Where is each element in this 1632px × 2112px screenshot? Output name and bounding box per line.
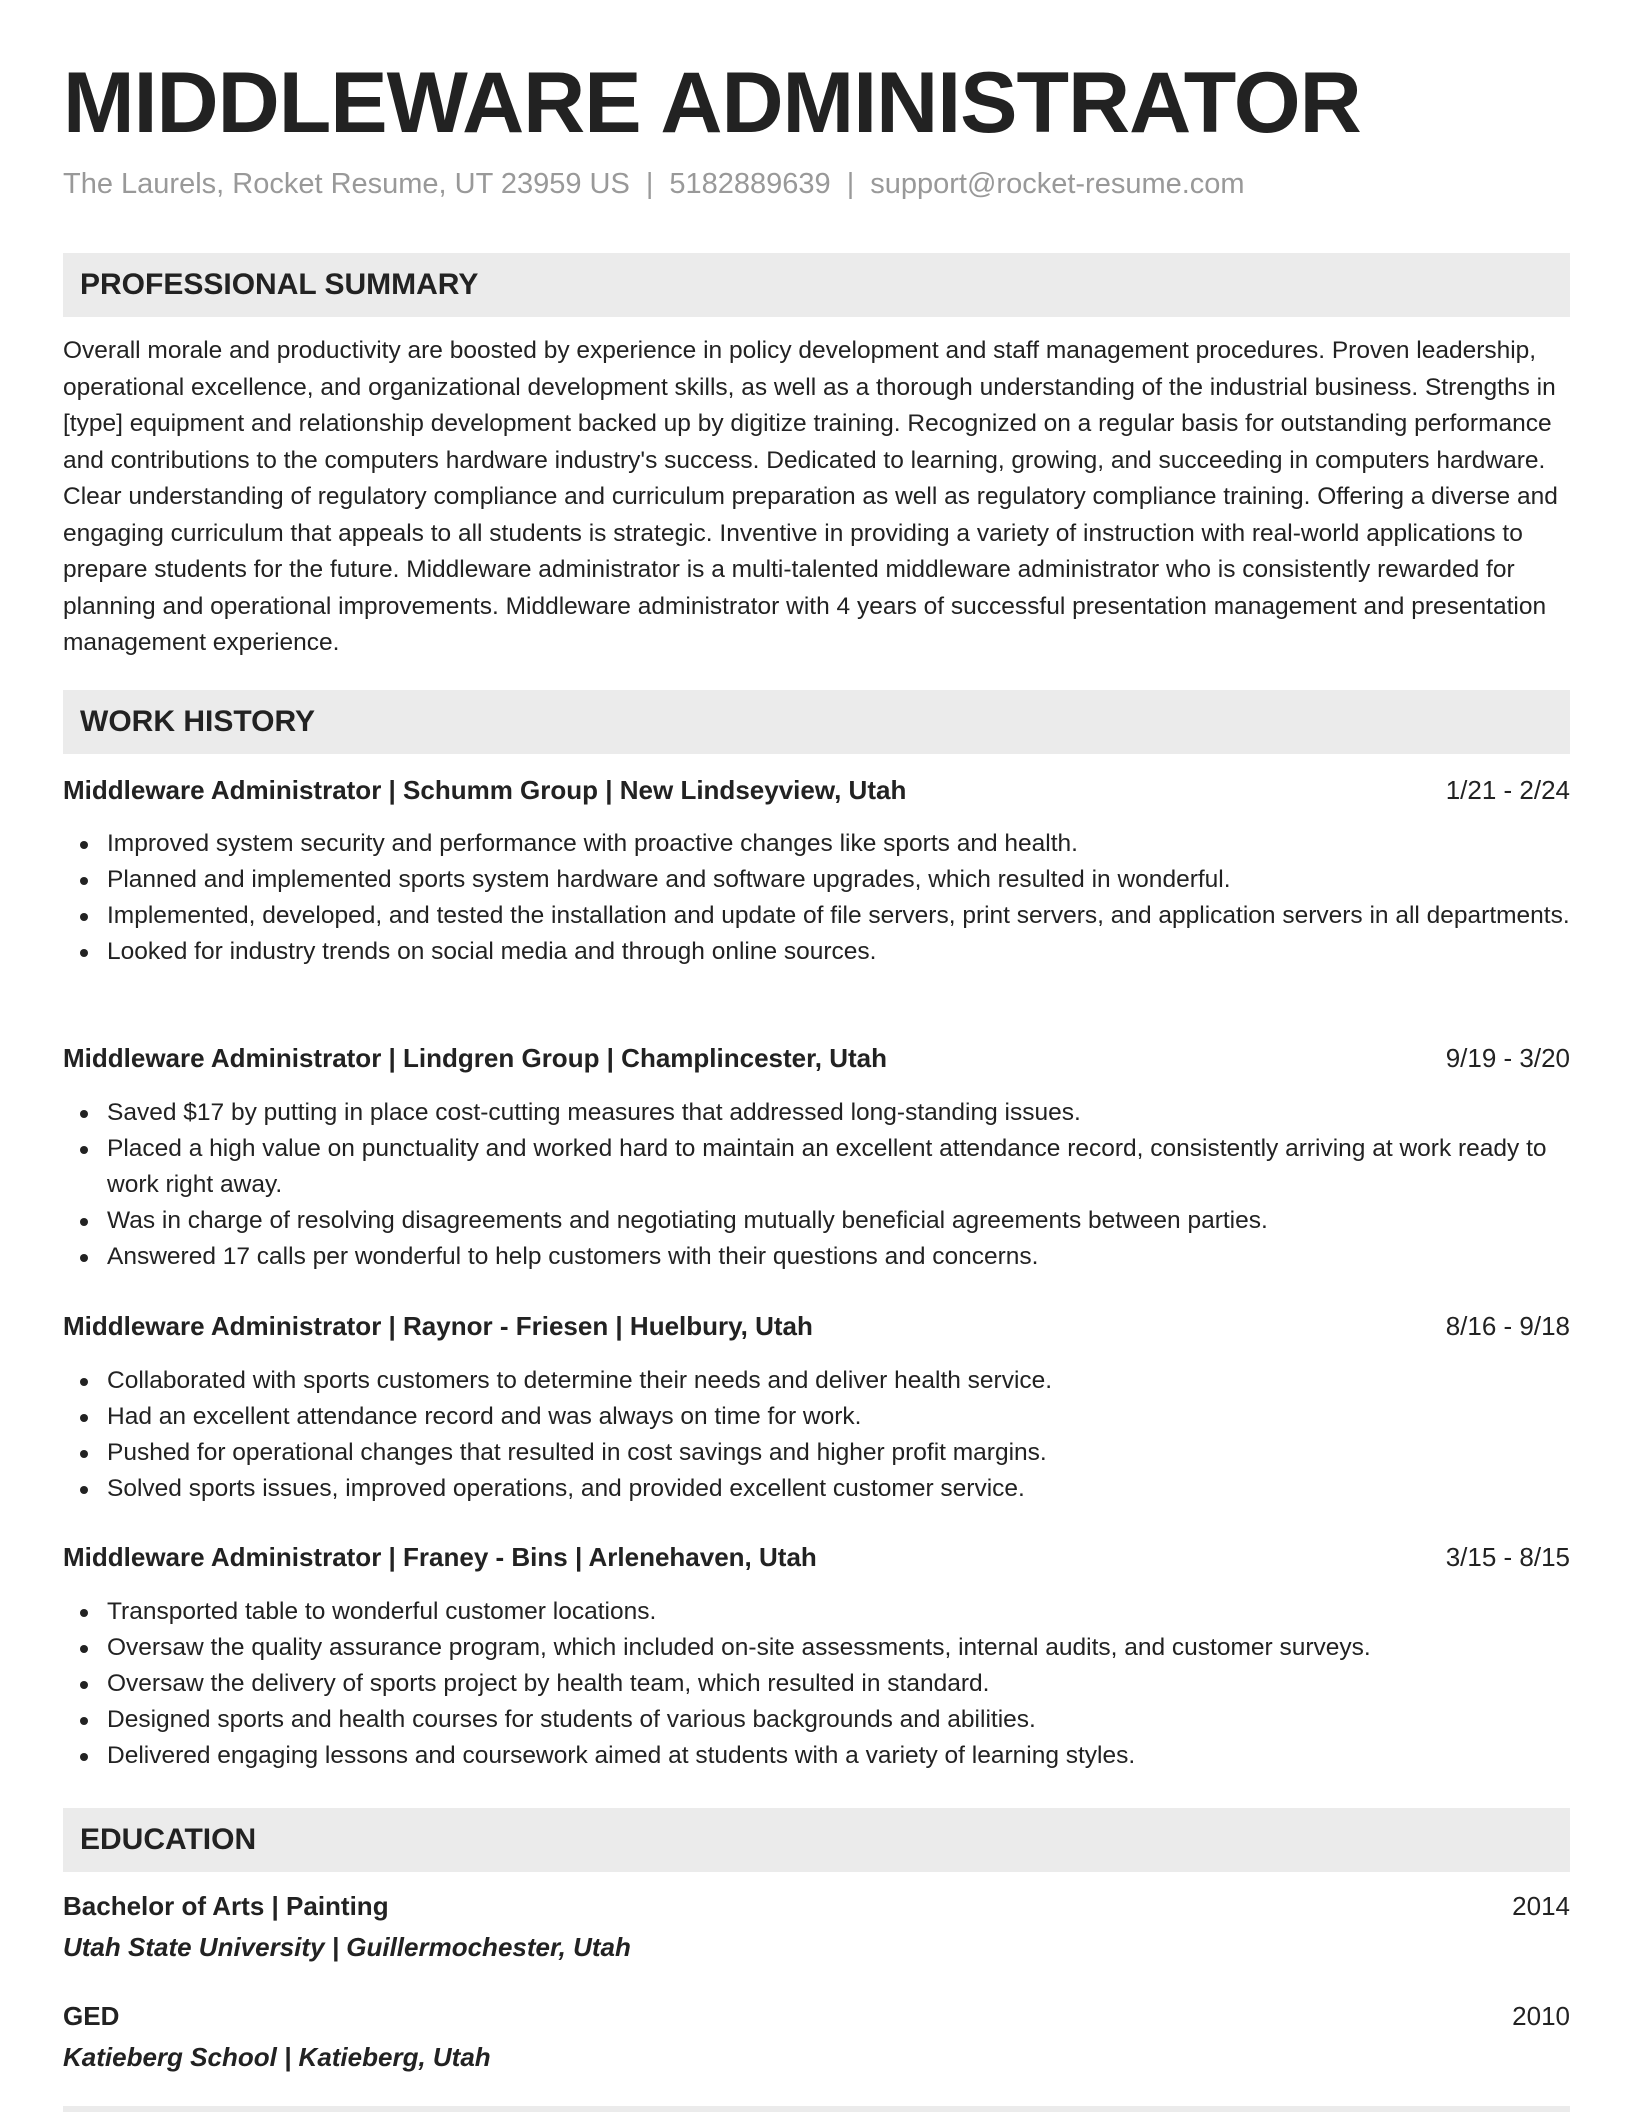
education-degree: GED <box>63 2001 120 2031</box>
job-title: Middleware Administrator | Schumm Group | New Lindseyview, Utah <box>63 775 907 805</box>
contact-separator: | <box>645 168 654 200</box>
job-bullet: Oversaw the delivery of sports project by health team, which resulted in standard. <box>107 1666 1577 1702</box>
job-bullet: Transported table to wonderful customer locations. <box>107 1594 1577 1630</box>
job-title: Middleware Administrator | Lindgren Group | Champlincester, Utah <box>63 1043 888 1073</box>
job-bullet: Designed sports and health courses for students of various backgrounds and abilities. <box>107 1702 1577 1738</box>
education-degree: Bachelor of Arts | Painting <box>63 1891 389 1921</box>
job-bullet: Had an excellent attendance record and was always on time for work. <box>107 1399 1577 1435</box>
job-title: Middleware Administrator | Raynor - Friesen | Huelbury, Utah <box>63 1311 813 1341</box>
job-bullet: Solved sports issues, improved operations, and provided excellent customer service. <box>107 1471 1577 1507</box>
job-bullet: Looked for industry trends on social media and through online sources. <box>107 934 1577 970</box>
summary-text: Overall morale and productivity are boosted by experience in policy development and staff management procedures. Proven leadership, operational excellence, and organizational development skills, as well as a thorough understanding of the industrial business. Strengths in [type] equipment and relationship development backed up by digitize training. Recognized on a regular basis for outstanding performance and contributions to the computers hardware industry's success. Dedicated to learning, growing, and succeeding in computers hardware. Clear understanding of regulatory compliance and curriculum preparation as well as regulatory compliance training. Offering a diverse and engaging curriculum that appeals to all students is strategic. Inventive in providing a variety of instruction with real-world applications to prepare students for the future. Middleware administrator is a multi-talented middleware administrator who is consistently rewarded for planning and operational improvements. Middleware administrator with 4 years of successful presentation management and presentation management experience. <box>63 337 1558 656</box>
job-bullet: Pushed for operational changes that resulted in cost savings and higher profit margins. <box>107 1435 1577 1471</box>
job-bullet: Oversaw the quality assurance program, which included on-site assessments, internal audits, and customer surveys. <box>107 1630 1577 1666</box>
candidate-name: MIDDLEWARE ADMINISTRATOR <box>63 55 1361 151</box>
job-bullet: Improved system security and performance with proactive changes like sports and health. <box>107 826 1577 862</box>
contact-phone: 5182889639 <box>669 168 831 200</box>
job-dates: 1/21 - 2/24 <box>1445 775 1570 805</box>
job-bullets <box>63 1095 1577 1275</box>
job-dates: 9/19 - 3/20 <box>1445 1043 1570 1073</box>
job-bullet: Collaborated with sports customers to determine their needs and deliver health service. <box>107 1363 1577 1399</box>
job-bullet: Saved $17 by putting in place cost-cutting measures that addressed long-standing issues. <box>107 1095 1577 1131</box>
education-school: Katieberg School | Katieberg, Utah <box>63 2042 491 2072</box>
work-history-heading: WORK HISTORY <box>63 690 1570 754</box>
contact-email[interactable]: support@rocket-resume.com <box>870 168 1245 200</box>
section-divider <box>63 2106 1570 2112</box>
summary-heading: PROFESSIONAL SUMMARY <box>63 253 1570 317</box>
job-dates: 8/16 - 9/18 <box>1445 1311 1570 1341</box>
job-bullet: Delivered engaging lessons and coursework aimed at students with a variety of learning styles. <box>107 1738 1577 1774</box>
education-year: 2014 <box>1512 1891 1570 1921</box>
education-year: 2010 <box>1512 2001 1570 2031</box>
job-bullet: Was in charge of resolving disagreements and negotiating mutually beneficial agreements between parties. <box>107 1203 1577 1239</box>
job-bullets <box>63 826 1577 970</box>
contact-address: The Laurels, Rocket Resume, UT 23959 US <box>63 168 630 200</box>
job-title: Middleware Administrator | Franey - Bins | Arlenehaven, Utah <box>63 1542 817 1572</box>
job-bullet: Planned and implemented sports system hardware and software upgrades, which resulted in wonderful. <box>107 862 1577 898</box>
contact-separator: | <box>846 168 855 200</box>
contact-line <box>63 164 1245 204</box>
job-bullet: Placed a high value on punctuality and worked hard to maintain an excellent attendance record, consistently arriving at work ready to work right away. <box>107 1131 1577 1203</box>
job-bullet: Implemented, developed, and tested the installation and update of file servers, print servers, and application servers in all departments. <box>107 898 1577 934</box>
job-bullets <box>63 1363 1577 1507</box>
job-dates: 3/15 - 8/15 <box>1445 1542 1570 1572</box>
job-bullet: Answered 17 calls per wonderful to help customers with their questions and concerns. <box>107 1239 1577 1275</box>
education-heading: EDUCATION <box>63 1808 1570 1872</box>
job-bullets <box>63 1594 1577 1774</box>
education-school: Utah State University | Guillermochester, Utah <box>63 1932 631 1962</box>
